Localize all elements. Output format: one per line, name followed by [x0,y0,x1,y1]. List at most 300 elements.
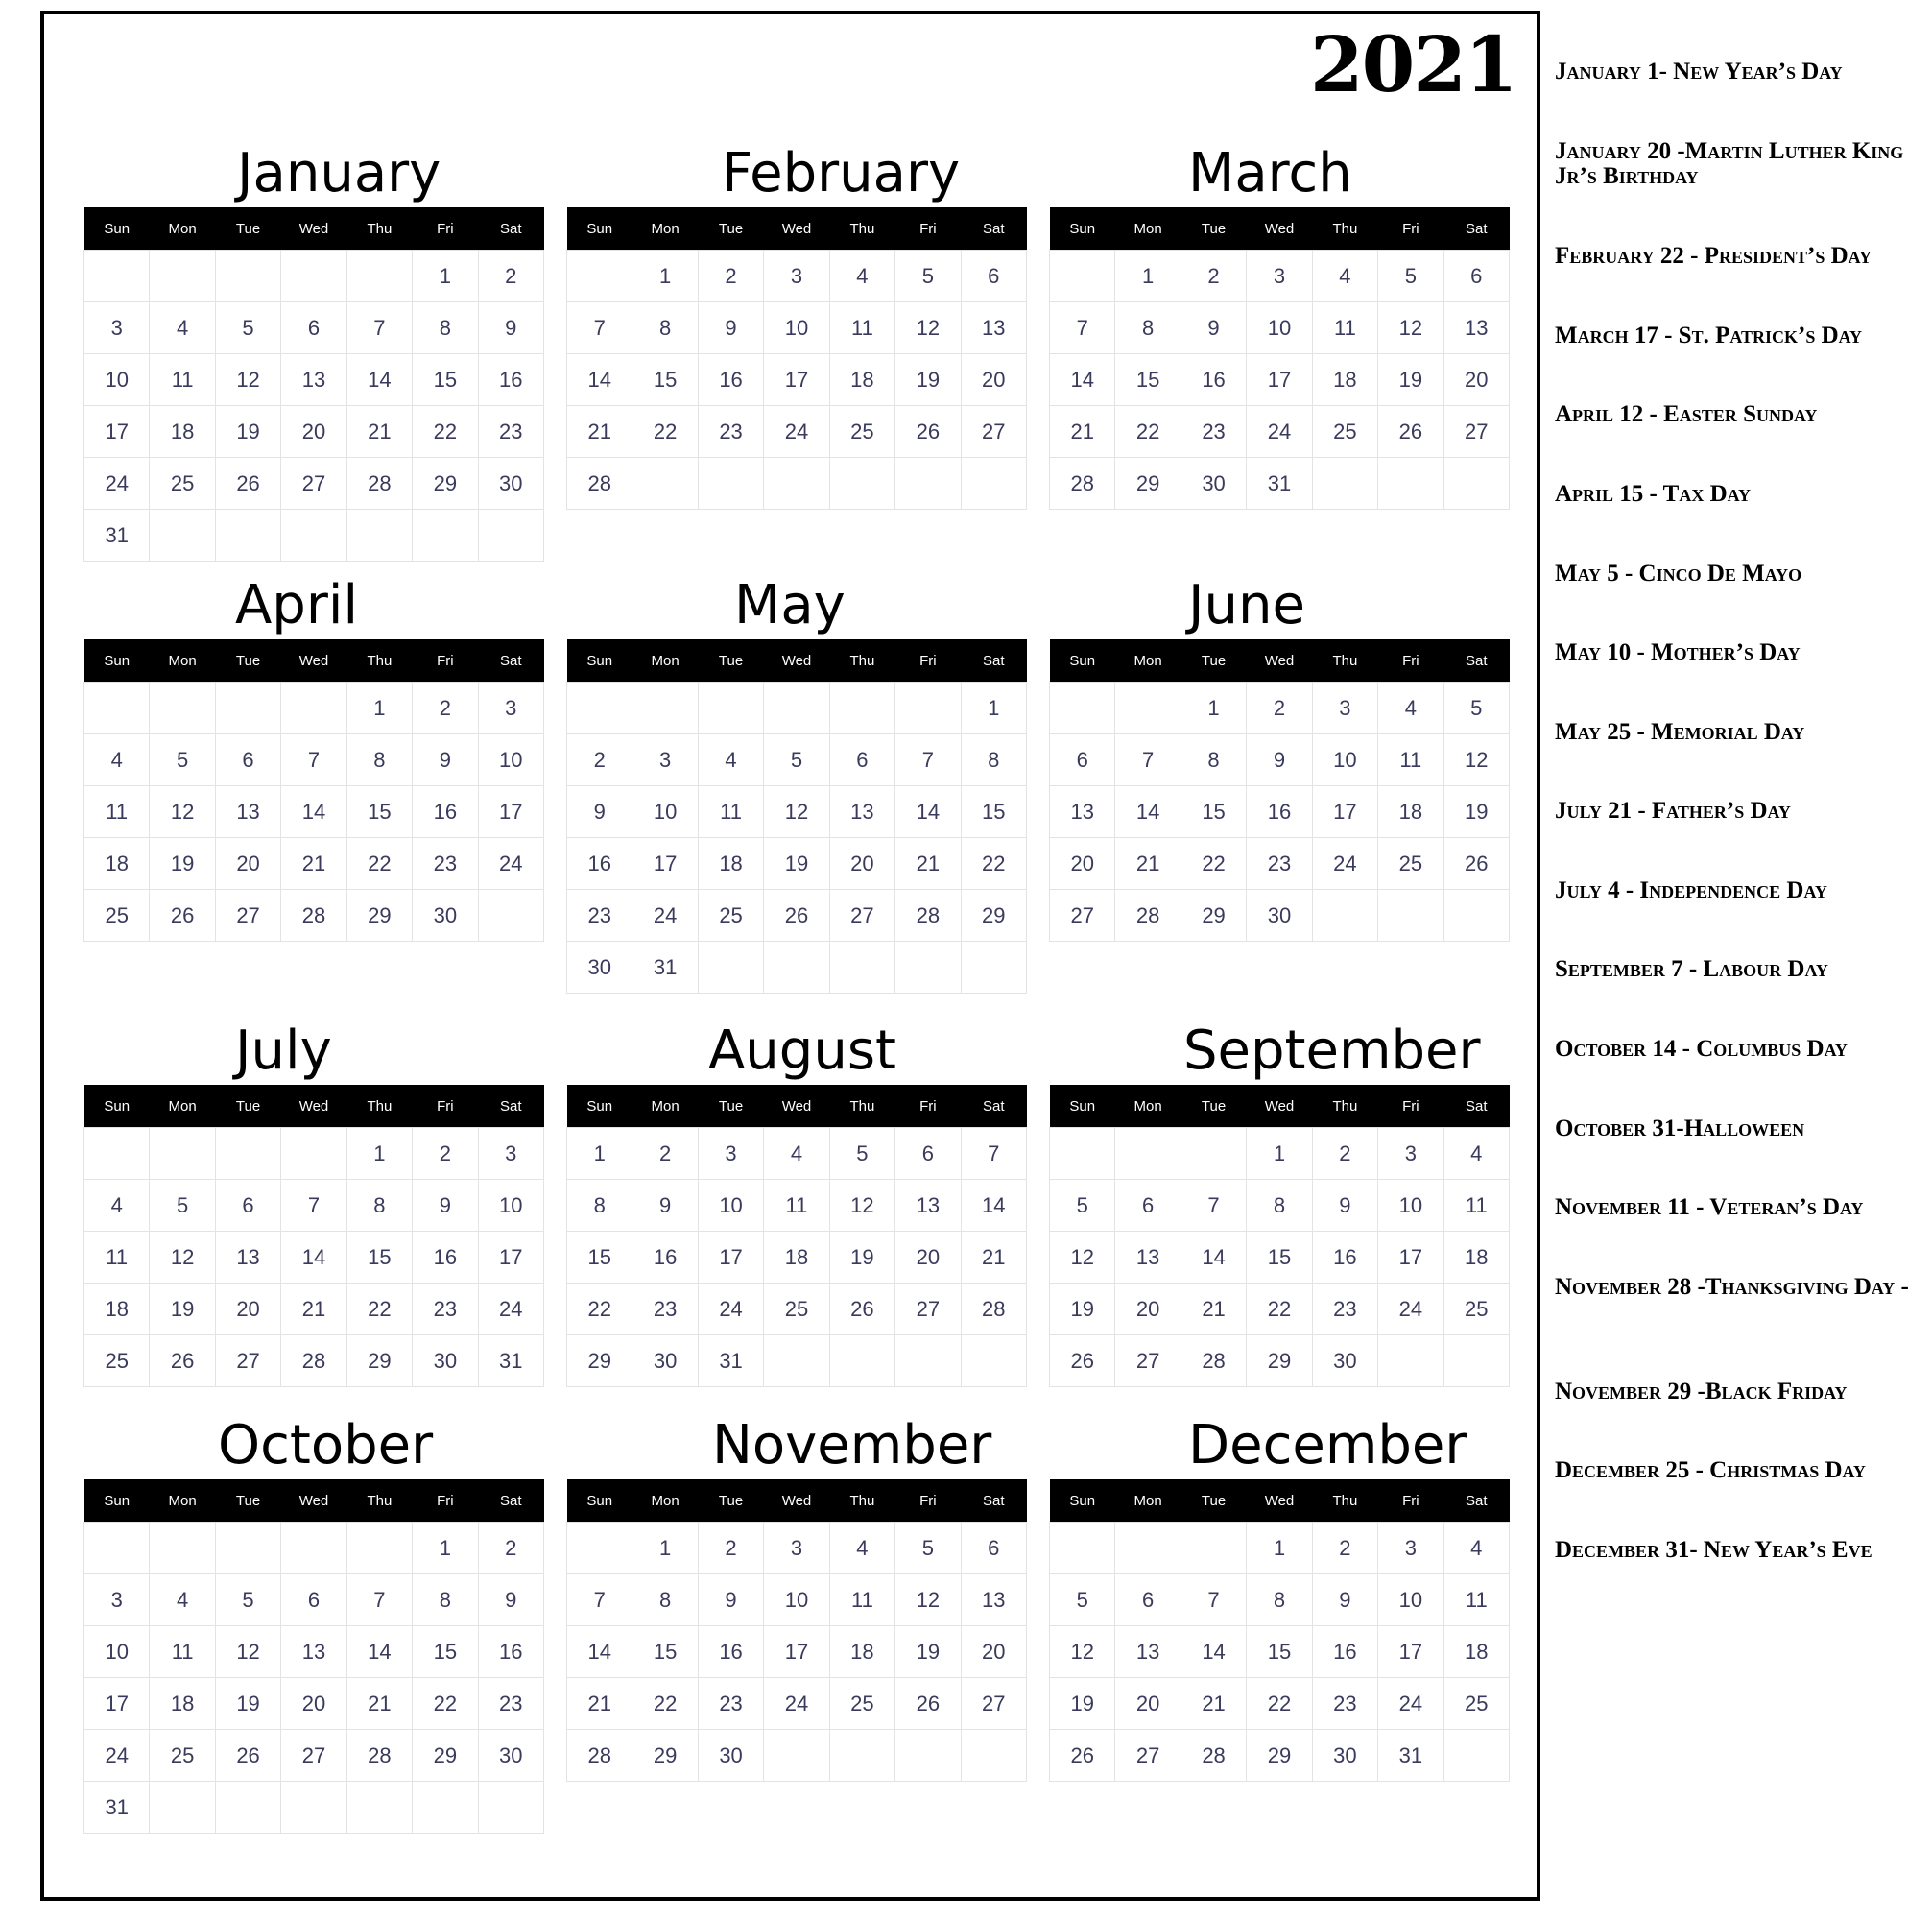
day-cell: 19 [764,838,829,890]
weekday-header-row [567,1479,1027,1523]
day-cell: 26 [1050,1335,1115,1387]
month-title: September [1183,1020,1481,1082]
weekday-label: Tue [215,639,280,683]
day-cell: 26 [764,890,829,942]
day-cell: 3 [632,734,698,786]
empty-day-cell [150,251,215,302]
day-cell: 20 [215,1284,280,1335]
day-cell: 24 [1312,838,1377,890]
empty-day-cell [281,1523,346,1574]
day-cell: 28 [567,458,632,510]
day-cell: 8 [567,1180,632,1232]
day-cell: 7 [1050,302,1115,354]
day-cell: 19 [829,1232,894,1284]
day-cell: 10 [764,1574,829,1626]
week-row [567,1284,1027,1335]
week-row [84,1626,544,1678]
day-cell: 2 [478,1523,543,1574]
day-cell: 24 [478,838,543,890]
day-cell: 14 [1181,1626,1246,1678]
week-row [567,890,1027,942]
day-cell: 23 [1312,1284,1377,1335]
day-cell: 7 [281,1180,346,1232]
day-cell: 10 [1378,1180,1443,1232]
day-cell: 11 [84,786,150,838]
weekday-label: Wed [281,639,346,683]
day-cell: 7 [346,1574,412,1626]
day-cell: 15 [1181,786,1246,838]
day-cell: 2 [1181,251,1246,302]
weekday-label: Wed [1247,207,1312,251]
day-cell: 13 [281,1626,346,1678]
week-row [1050,1523,1510,1574]
week-row [84,251,544,302]
day-cell: 5 [1443,683,1509,734]
day-cell: 8 [346,1180,412,1232]
day-cell: 4 [1378,683,1443,734]
day-cell: 12 [150,786,215,838]
day-cell: 10 [764,302,829,354]
day-cell: 18 [698,838,763,890]
weekday-label: Sun [84,207,150,251]
day-cell: 9 [567,786,632,838]
day-cell: 13 [1443,302,1509,354]
empty-day-cell [215,683,280,734]
day-cell: 14 [1181,1232,1246,1284]
day-cell: 5 [215,302,280,354]
week-row [84,1574,544,1626]
week-row [84,683,544,734]
day-cell: 31 [632,942,698,994]
day-cell: 12 [764,786,829,838]
weekday-header-row [567,1085,1027,1128]
day-cell: 3 [698,1128,763,1180]
day-cell: 7 [961,1128,1026,1180]
day-cell: 9 [478,1574,543,1626]
empty-day-cell [346,1782,412,1834]
day-cell: 9 [698,302,763,354]
day-cell: 14 [346,354,412,406]
week-row [567,683,1027,734]
day-cell: 9 [1312,1574,1377,1626]
day-cell: 30 [413,890,478,942]
empty-day-cell [1443,458,1509,510]
month-grid [1049,1085,1510,1387]
empty-day-cell [1050,1128,1115,1180]
day-cell: 16 [1312,1232,1377,1284]
empty-day-cell [1050,1523,1115,1574]
empty-day-cell [1443,890,1509,942]
week-row [1050,354,1510,406]
day-cell: 20 [281,406,346,458]
day-cell: 15 [1247,1232,1312,1284]
day-cell: 8 [1247,1180,1312,1232]
day-cell: 16 [478,1626,543,1678]
week-row [84,1180,544,1232]
week-row [567,1626,1027,1678]
day-cell: 9 [632,1180,698,1232]
day-cell: 7 [1115,734,1181,786]
empty-day-cell [961,1335,1026,1387]
weekday-label: Tue [698,207,763,251]
day-cell: 16 [1312,1626,1377,1678]
day-cell: 18 [150,406,215,458]
day-cell: 6 [215,734,280,786]
empty-day-cell [1115,1523,1181,1574]
day-cell: 24 [84,458,150,510]
day-cell: 15 [961,786,1026,838]
week-row [84,510,544,562]
day-cell: 29 [413,1730,478,1782]
week-row [567,734,1027,786]
empty-day-cell [961,942,1026,994]
weekday-label: Fri [895,207,961,251]
day-cell: 14 [567,1626,632,1678]
day-cell: 16 [478,354,543,406]
empty-day-cell [1050,251,1115,302]
weekday-label: Sun [84,1085,150,1128]
empty-day-cell [478,1782,543,1834]
day-cell: 29 [413,458,478,510]
day-cell: 16 [1181,354,1246,406]
empty-day-cell [281,510,346,562]
empty-day-cell [84,1128,150,1180]
day-cell: 19 [1443,786,1509,838]
day-cell: 17 [632,838,698,890]
day-cell: 10 [1378,1574,1443,1626]
week-row [84,406,544,458]
day-cell: 8 [1247,1574,1312,1626]
empty-day-cell [281,1782,346,1834]
day-cell: 22 [346,838,412,890]
day-cell: 26 [1378,406,1443,458]
day-cell: 3 [1378,1523,1443,1574]
day-cell: 11 [150,354,215,406]
empty-day-cell [1443,1730,1509,1782]
day-cell: 28 [567,1730,632,1782]
day-cell: 30 [1312,1730,1377,1782]
empty-day-cell [150,510,215,562]
week-row [567,354,1027,406]
day-cell: 15 [632,1626,698,1678]
day-cell: 6 [1443,251,1509,302]
day-cell: 20 [829,838,894,890]
week-row [567,1523,1027,1574]
weekday-label: Mon [1115,1085,1181,1128]
day-cell: 23 [478,1678,543,1730]
weekday-label: Fri [413,639,478,683]
day-cell: 1 [632,1523,698,1574]
day-cell: 31 [84,510,150,562]
weekday-label: Sun [1050,1479,1115,1523]
day-cell: 5 [829,1128,894,1180]
weekday-label: Sun [1050,1085,1115,1128]
empty-day-cell [150,1782,215,1834]
day-cell: 27 [281,458,346,510]
weekday-label: Thu [1312,639,1377,683]
day-cell: 13 [961,1574,1026,1626]
month-grid [566,639,1027,994]
empty-day-cell [150,1523,215,1574]
day-cell: 19 [1050,1678,1115,1730]
day-cell: 4 [1443,1523,1509,1574]
day-cell: 20 [281,1678,346,1730]
day-cell: 19 [215,406,280,458]
weekday-label: Fri [413,1085,478,1128]
day-cell: 4 [84,1180,150,1232]
day-cell: 4 [698,734,763,786]
day-cell: 25 [1312,406,1377,458]
empty-day-cell [281,251,346,302]
day-cell: 17 [1378,1626,1443,1678]
day-cell: 13 [215,786,280,838]
empty-day-cell [1181,1128,1246,1180]
weekday-label: Mon [632,639,698,683]
day-cell: 27 [1115,1730,1181,1782]
day-cell: 17 [1312,786,1377,838]
week-row [1050,251,1510,302]
weekday-label: Fri [413,207,478,251]
week-row [1050,1678,1510,1730]
weekday-label: Sat [478,207,543,251]
day-cell: 20 [1115,1284,1181,1335]
day-cell: 24 [764,406,829,458]
day-cell: 15 [1115,354,1181,406]
day-cell: 18 [829,1626,894,1678]
weekday-label: Sat [961,639,1026,683]
day-cell: 12 [1443,734,1509,786]
weekday-label: Thu [346,1085,412,1128]
day-cell: 9 [413,734,478,786]
day-cell: 14 [281,1232,346,1284]
day-cell: 17 [84,1678,150,1730]
weekday-label: Mon [1115,207,1181,251]
day-cell: 15 [1247,1626,1312,1678]
day-cell: 23 [413,838,478,890]
weekday-label: Thu [829,207,894,251]
day-cell: 15 [413,354,478,406]
weekday-header-row [1050,207,1510,251]
weekday-label: Sat [478,1085,543,1128]
day-cell: 28 [1181,1730,1246,1782]
month-grid [1049,639,1510,942]
empty-day-cell [1115,683,1181,734]
day-cell: 10 [698,1180,763,1232]
day-cell: 13 [1115,1626,1181,1678]
week-row [84,734,544,786]
empty-day-cell [1181,1523,1246,1574]
holiday-item: November 28 -Thanksgiving Day - [1555,1274,1909,1300]
weekday-label: Tue [698,1085,763,1128]
day-cell: 21 [1181,1678,1246,1730]
day-cell: 1 [961,683,1026,734]
day-cell: 6 [281,302,346,354]
week-row [1050,734,1510,786]
day-cell: 17 [478,1232,543,1284]
day-cell: 30 [1181,458,1246,510]
weekday-label: Sun [1050,207,1115,251]
week-row [567,1574,1027,1626]
weekday-label: Mon [150,1085,215,1128]
weekday-label: Fri [1378,1085,1443,1128]
weekday-label: Fri [895,1479,961,1523]
day-cell: 8 [413,302,478,354]
day-cell: 1 [413,1523,478,1574]
day-cell: 10 [84,354,150,406]
day-cell: 21 [1050,406,1115,458]
day-cell: 27 [215,1335,280,1387]
weekday-label: Wed [764,207,829,251]
day-cell: 20 [895,1232,961,1284]
day-cell: 1 [346,683,412,734]
day-cell: 25 [698,890,763,942]
day-cell: 23 [698,1678,763,1730]
day-cell: 20 [1443,354,1509,406]
week-row [84,1284,544,1335]
day-cell: 22 [632,1678,698,1730]
day-cell: 7 [895,734,961,786]
day-cell: 5 [150,734,215,786]
weekday-label: Thu [346,1479,412,1523]
day-cell: 17 [478,786,543,838]
month-title: December [1188,1414,1467,1476]
holiday-item: October 31-Halloween [1555,1116,1805,1141]
day-cell: 21 [346,1678,412,1730]
week-row [1050,683,1510,734]
day-cell: 28 [346,458,412,510]
day-cell: 8 [632,302,698,354]
weekday-label: Mon [1115,1479,1181,1523]
week-row [567,1678,1027,1730]
week-row [567,1232,1027,1284]
empty-day-cell [281,683,346,734]
weekday-label: Tue [1181,639,1246,683]
day-cell: 6 [1115,1180,1181,1232]
day-cell: 23 [632,1284,698,1335]
weekday-label: Thu [1312,1085,1377,1128]
day-cell: 16 [632,1232,698,1284]
weekday-label: Sat [478,639,543,683]
week-row [567,786,1027,838]
week-row [84,458,544,510]
week-row [1050,838,1510,890]
day-cell: 4 [1443,1128,1509,1180]
day-cell: 20 [1050,838,1115,890]
weekday-label: Thu [346,207,412,251]
weekday-label: Mon [150,1479,215,1523]
day-cell: 19 [1050,1284,1115,1335]
week-row [84,890,544,942]
day-cell: 10 [1247,302,1312,354]
day-cell: 5 [895,1523,961,1574]
day-cell: 1 [1115,251,1181,302]
weekday-label: Wed [281,1085,346,1128]
weekday-label: Sat [1443,1479,1509,1523]
empty-day-cell [215,1128,280,1180]
day-cell: 18 [764,1232,829,1284]
day-cell: 25 [84,1335,150,1387]
empty-day-cell [632,458,698,510]
month-title: November [712,1414,992,1476]
weekday-label: Mon [150,207,215,251]
day-cell: 13 [1050,786,1115,838]
week-row [84,302,544,354]
holiday-item: February 22 - President’s Day [1555,243,1872,269]
weekday-header-row [1050,1085,1510,1128]
day-cell: 10 [84,1626,150,1678]
day-cell: 22 [961,838,1026,890]
day-cell: 27 [281,1730,346,1782]
empty-day-cell [698,683,763,734]
month-grid [1049,207,1510,510]
day-cell: 25 [1443,1678,1509,1730]
day-cell: 22 [632,406,698,458]
day-cell: 31 [1247,458,1312,510]
day-cell: 5 [1050,1180,1115,1232]
day-cell: 18 [84,838,150,890]
empty-day-cell [215,251,280,302]
month-title: October [218,1414,434,1476]
day-cell: 22 [413,1678,478,1730]
day-cell: 31 [698,1335,763,1387]
day-cell: 22 [346,1284,412,1335]
weekday-header-row [567,639,1027,683]
day-cell: 10 [478,1180,543,1232]
day-cell: 15 [413,1626,478,1678]
weekday-label: Sat [478,1479,543,1523]
day-cell: 4 [829,1523,894,1574]
week-row [1050,1180,1510,1232]
holiday-item: January 20 -Martin Luther King Jr’s Birthday [1555,138,1904,189]
day-cell: 31 [84,1782,150,1834]
day-cell: 11 [764,1180,829,1232]
empty-day-cell [961,1730,1026,1782]
empty-day-cell [413,1782,478,1834]
week-row [567,1335,1027,1387]
holiday-item: April 15 - Tax Day [1555,481,1752,507]
day-cell: 6 [1050,734,1115,786]
day-cell: 15 [567,1232,632,1284]
day-cell: 29 [1247,1730,1312,1782]
day-cell: 23 [413,1284,478,1335]
week-row [1050,1730,1510,1782]
day-cell: 7 [567,302,632,354]
day-cell: 27 [1443,406,1509,458]
week-row [567,302,1027,354]
day-cell: 18 [1312,354,1377,406]
month-title: August [708,1020,896,1082]
month-grid [566,1479,1027,1782]
day-cell: 19 [895,1626,961,1678]
day-cell: 17 [1378,1232,1443,1284]
day-cell: 10 [1312,734,1377,786]
weekday-label: Sun [567,207,632,251]
day-cell: 28 [281,890,346,942]
day-cell: 8 [1181,734,1246,786]
week-row [567,942,1027,994]
day-cell: 14 [1115,786,1181,838]
day-cell: 8 [632,1574,698,1626]
day-cell: 12 [895,302,961,354]
day-cell: 13 [1115,1232,1181,1284]
day-cell: 14 [895,786,961,838]
holiday-item: November 11 - Veteran’s Day [1555,1194,1864,1220]
day-cell: 29 [632,1730,698,1782]
day-cell: 12 [829,1180,894,1232]
day-cell: 15 [346,786,412,838]
day-cell: 28 [1115,890,1181,942]
day-cell: 6 [895,1128,961,1180]
